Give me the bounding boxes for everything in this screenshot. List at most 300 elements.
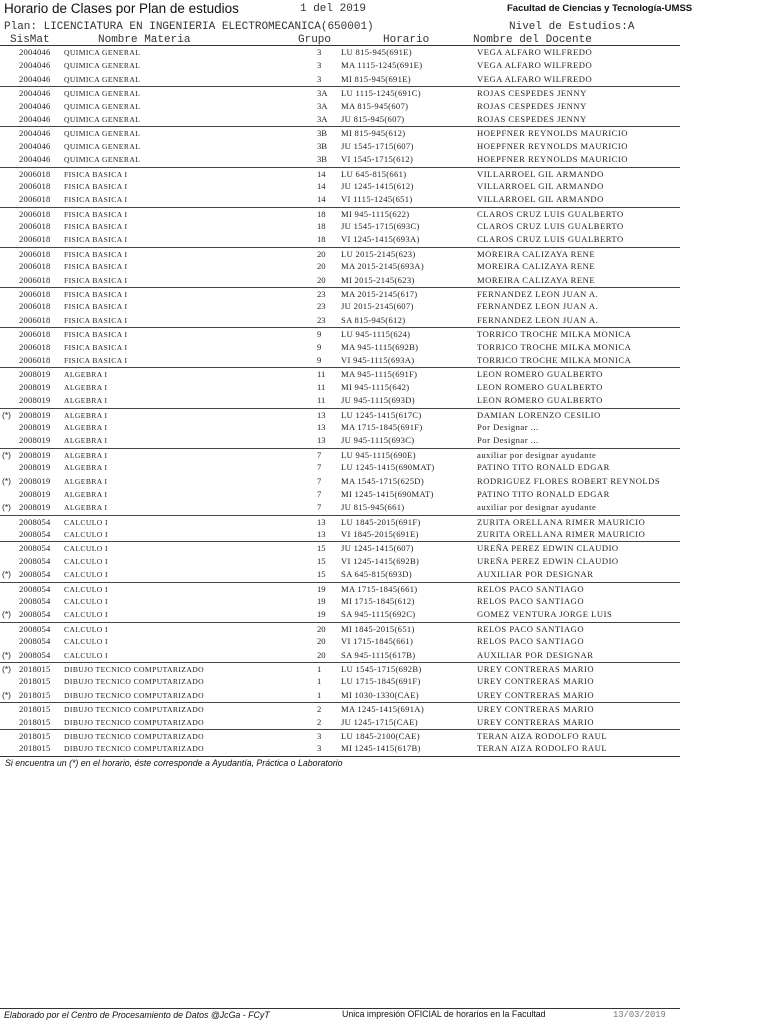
row-docente: ZURITA ORELLANA RIMER MAURICIO — [477, 529, 646, 540]
table-row — [0, 140, 680, 153]
row-materia: FISICA BASICA I — [64, 235, 128, 245]
row-materia: QUIMICA GENERAL — [64, 129, 141, 139]
table-row — [0, 434, 680, 447]
row-docente: TORRICO TROCHE MILKA MONICA — [477, 329, 632, 340]
row-materia: DIBUJO TECNICO COMPUTARIZADO — [64, 744, 204, 754]
row-materia: FISICA BASICA I — [64, 262, 128, 272]
row-horario: VI 1245-1415(693A) — [341, 234, 420, 245]
row-grupo: 14 — [317, 194, 326, 205]
row-sismat: 2006018 — [19, 234, 51, 245]
row-sismat: 2004046 — [19, 60, 51, 71]
row-horario: LU 1845-2100(CAE) — [341, 730, 420, 741]
row-sismat: 2008054 — [19, 583, 51, 594]
row-materia: DIBUJO TECNICO COMPUTARIZADO — [64, 690, 204, 700]
row-materia: QUIMICA GENERAL — [64, 141, 141, 151]
row-materia: FISICA BASICA I — [64, 249, 128, 259]
row-horario: MI 815-945(612) — [341, 128, 406, 139]
row-horario: LU 1715-1845(691F) — [341, 676, 421, 687]
row-grupo: 20 — [317, 248, 326, 259]
table-row — [0, 220, 680, 233]
row-sismat: 2008054 — [19, 529, 51, 540]
row-asterisk-mark: (*) — [2, 649, 11, 660]
row-materia: CALCULO I — [64, 517, 108, 527]
row-docente: TERAN AIZA RODOLFO RAUL — [477, 730, 608, 741]
row-materia: FISICA BASICA I — [64, 355, 128, 365]
row-materia: ALGEBRA I — [64, 436, 108, 446]
term-label: 1 del 2019 — [300, 3, 367, 15]
row-docente: FERNANDEZ LEON JUAN A. — [477, 289, 599, 300]
row-sismat: 2008054 — [19, 516, 51, 527]
table-row — [0, 153, 680, 166]
row-horario: MI 1245-1415(617B) — [341, 743, 421, 754]
row-sismat: 2008054 — [19, 543, 51, 554]
row-grupo: 7 — [317, 449, 322, 460]
row-docente: PATINO TITO RONALD EDGAR — [477, 488, 610, 499]
table-row — [0, 233, 680, 246]
table-row — [0, 300, 680, 313]
row-materia: QUIMICA GENERAL — [64, 89, 141, 99]
row-sismat: 2008019 — [19, 421, 51, 432]
table-row — [0, 649, 680, 662]
row-horario: SA 815-945(612) — [341, 314, 406, 325]
table-row — [0, 394, 680, 407]
row-docente: RODRIGUEZ FLORES ROBERT REYNOLDS — [477, 475, 661, 486]
row-horario: LU 2015-2145(623) — [341, 248, 416, 259]
row-sismat: 2018015 — [19, 676, 51, 687]
table-row — [0, 555, 680, 568]
row-sismat: 2004046 — [19, 47, 51, 57]
row-grupo: 20 — [317, 261, 326, 272]
row-grupo: 18 — [317, 208, 326, 219]
row-materia: ALGEBRA I — [64, 450, 108, 460]
table-row — [0, 327, 680, 340]
row-materia: FISICA BASICA I — [64, 169, 128, 179]
row-horario: VI 945-1115(693A) — [341, 354, 415, 365]
row-grupo: 3 — [317, 60, 322, 71]
row-docente: VEGA ALFARO WILFREDO — [477, 60, 593, 71]
row-grupo: 7 — [317, 488, 322, 499]
table-row — [0, 461, 680, 474]
row-materia: CALCULO I — [64, 624, 108, 634]
row-sismat: 2004046 — [19, 113, 51, 124]
row-grupo: 1 — [317, 663, 322, 674]
row-horario: MI 1030-1330(CAE) — [341, 689, 419, 700]
row-grupo: 23 — [317, 301, 326, 312]
row-asterisk-mark: (*) — [2, 475, 11, 486]
row-horario: LU 1245-1415(617C) — [341, 409, 422, 420]
row-docente: LEON ROMERO GUALBERTO — [477, 381, 603, 392]
row-sismat: 2008054 — [19, 649, 51, 660]
row-sismat: 2018015 — [19, 716, 51, 727]
row-grupo: 13 — [317, 529, 326, 540]
row-grupo: 20 — [317, 636, 326, 647]
table-row — [0, 528, 680, 541]
table-row — [0, 126, 680, 139]
row-materia: CALCULO I — [64, 570, 108, 580]
row-materia: ALGEBRA I — [64, 476, 108, 486]
row-grupo: 11 — [317, 381, 326, 392]
row-docente: FERNANDEZ LEON JUAN A. — [477, 314, 599, 325]
row-grupo: 3 — [317, 73, 322, 84]
row-grupo: 15 — [317, 543, 326, 554]
row-sismat: 2008054 — [19, 609, 51, 620]
row-sismat: 2018015 — [19, 730, 51, 741]
row-materia: FISICA BASICA I — [64, 275, 128, 285]
row-asterisk-mark: (*) — [2, 502, 11, 513]
row-materia: ALGEBRA I — [64, 370, 108, 380]
row-grupo: 23 — [317, 314, 326, 325]
table-row — [0, 488, 680, 501]
row-grupo: 3 — [317, 47, 322, 57]
plan-label: Plan: LICENCIATURA EN INGENIERIA ELECTROMECANICA(650001) — [4, 21, 374, 33]
schedule-table — [0, 46, 680, 756]
row-sismat: 2008054 — [19, 596, 51, 607]
row-asterisk-mark: (*) — [2, 569, 11, 580]
row-sismat: 2006018 — [19, 208, 51, 219]
row-sismat: 2008019 — [19, 409, 51, 420]
row-horario: LU 1845-2015(691F) — [341, 516, 421, 527]
table-row — [0, 729, 680, 742]
row-sismat: 2006018 — [19, 354, 51, 365]
row-grupo: 3A — [317, 100, 328, 111]
row-docente: TORRICO TROCHE MILKA MONICA — [477, 341, 632, 352]
row-sismat: 2018015 — [19, 704, 51, 715]
row-materia: FISICA BASICA I — [64, 222, 128, 232]
row-docente: UREY CONTRERAS MARIO — [477, 689, 595, 700]
row-materia: FISICA BASICA I — [64, 209, 128, 219]
row-sismat: 2004046 — [19, 154, 51, 165]
col-docente: Nombre del Docente — [473, 34, 592, 46]
row-grupo: 2 — [317, 704, 322, 715]
table-row — [0, 742, 680, 755]
row-docente: VILLARROEL GIL ARMANDO — [477, 180, 604, 191]
row-docente: auxiliar por designar ayudante — [477, 502, 597, 513]
row-asterisk-mark: (*) — [2, 449, 11, 460]
row-horario: SA 945-1115(617B) — [341, 649, 416, 660]
row-docente: UREY CONTRERAS MARIO — [477, 663, 595, 674]
row-horario: LU 945-1115(690E) — [341, 449, 416, 460]
row-docente: VEGA ALFARO WILFREDO — [477, 47, 593, 57]
row-docente: VILLARROEL GIL ARMANDO — [477, 168, 604, 179]
row-materia: DIBUJO TECNICO COMPUTARIZADO — [64, 677, 204, 687]
row-horario: MA 2015-2145(693A) — [341, 261, 424, 272]
row-horario: JU 1245-1715(CAE) — [341, 716, 418, 727]
row-sismat: 2006018 — [19, 261, 51, 272]
row-grupo: 3 — [317, 730, 322, 741]
row-materia: FISICA BASICA I — [64, 181, 128, 191]
row-grupo: 3B — [317, 140, 328, 151]
table-row — [0, 475, 680, 488]
row-grupo: 19 — [317, 583, 326, 594]
table-row — [0, 541, 680, 554]
row-materia: ALGEBRA I — [64, 396, 108, 406]
row-grupo: 14 — [317, 168, 326, 179]
row-horario: JU 2015-2145(607) — [341, 301, 414, 312]
row-docente: CLAROS CRUZ LUIS GUALBERTO — [477, 221, 624, 232]
row-horario: MA 1245-1415(691A) — [341, 704, 424, 715]
table-row — [0, 595, 680, 608]
row-horario: MA 1115-1245(691E) — [341, 60, 423, 71]
row-docente: UREY CONTRERAS MARIO — [477, 676, 595, 687]
row-grupo: 3B — [317, 128, 328, 139]
row-grupo: 9 — [317, 341, 322, 352]
table-row — [0, 193, 680, 206]
row-grupo: 15 — [317, 555, 326, 566]
table-row — [0, 515, 680, 528]
row-sismat: 2004046 — [19, 88, 51, 99]
row-materia: FISICA BASICA I — [64, 290, 128, 300]
row-materia: QUIMICA GENERAL — [64, 114, 141, 124]
row-materia: CALCULO I — [64, 544, 108, 554]
row-materia: QUIMICA GENERAL — [64, 101, 141, 111]
row-materia: ALGEBRA I — [64, 410, 108, 420]
row-docente: GOMEZ VENTURA JORGE LUIS — [477, 609, 613, 620]
row-materia: FISICA BASICA I — [64, 315, 128, 325]
row-sismat: 2008019 — [19, 395, 51, 406]
row-materia: ALGEBRA I — [64, 422, 108, 432]
row-horario: VI 1545-1715(612) — [341, 154, 414, 165]
row-horario: MI 1845-2015(651) — [341, 623, 415, 634]
row-sismat: 2018015 — [19, 663, 51, 674]
table-row — [0, 86, 680, 99]
row-sismat: 2006018 — [19, 221, 51, 232]
table-row — [0, 662, 680, 675]
footer-official: Unica impresión OFICIAL de horarios en la Facultad — [342, 1009, 546, 1019]
row-sismat: 2008054 — [19, 623, 51, 634]
row-materia: ALGEBRA I — [64, 489, 108, 499]
row-horario: JU 815-945(661) — [341, 502, 405, 513]
row-materia: ALGEBRA I — [64, 382, 108, 392]
row-horario: VI 1245-1415(692B) — [341, 555, 420, 566]
row-docente: PATINO TITO RONALD EDGAR — [477, 462, 610, 473]
row-horario: MA 815-945(607) — [341, 100, 409, 111]
row-docente: MOREIRA CALIZAYA RENE — [477, 274, 596, 285]
row-horario: MA 1715-1845(691F) — [341, 421, 423, 432]
row-horario: VI 1715-1845(661) — [341, 636, 414, 647]
row-sismat: 2004046 — [19, 100, 51, 111]
row-docente: MOREIRA CALIZAYA RENE — [477, 261, 596, 272]
row-docente: TERAN AIZA RODOLFO RAUL — [477, 743, 608, 754]
table-row — [0, 46, 680, 59]
row-sismat: 2008054 — [19, 569, 51, 580]
table-row — [0, 314, 680, 327]
table-row — [0, 100, 680, 113]
row-grupo: 20 — [317, 623, 326, 634]
row-docente: VEGA ALFARO WILFREDO — [477, 73, 593, 84]
row-sismat: 2006018 — [19, 341, 51, 352]
col-grupo: Grupo — [298, 34, 332, 46]
table-row — [0, 287, 680, 300]
level-label: Nivel de Estudios:A — [509, 21, 635, 33]
table-row — [0, 408, 680, 421]
row-grupo: 11 — [317, 369, 326, 380]
row-sismat: 2006018 — [19, 194, 51, 205]
col-sismat: SisMat — [10, 34, 50, 46]
table-row — [0, 716, 680, 729]
table-row — [0, 381, 680, 394]
row-horario: JU 1245-1415(607) — [341, 543, 414, 554]
row-sismat: 2006018 — [19, 301, 51, 312]
row-docente: TORRICO TROCHE MILKA MONICA — [477, 354, 632, 365]
row-docente: RELOS PACO SANTIAGO — [477, 623, 585, 634]
table-row — [0, 582, 680, 595]
row-grupo: 19 — [317, 609, 326, 620]
table-row — [0, 341, 680, 354]
row-horario: JU 815-945(607) — [341, 113, 405, 124]
row-docente: ZURITA ORELLANA RIMER MAURICIO — [477, 516, 646, 527]
row-grupo: 15 — [317, 569, 326, 580]
row-materia: QUIMICA GENERAL — [64, 61, 141, 71]
row-grupo: 18 — [317, 234, 326, 245]
row-sismat: 2006018 — [19, 168, 51, 179]
row-docente: Por Designar ... — [477, 421, 539, 432]
row-sismat: 2006018 — [19, 180, 51, 191]
table-row — [0, 568, 680, 581]
row-materia: FISICA BASICA I — [64, 302, 128, 312]
row-grupo: 23 — [317, 289, 326, 300]
table-row — [0, 207, 680, 220]
row-grupo: 20 — [317, 649, 326, 660]
faculty-name: Facultad de Ciencias y Tecnología-UMSS — [507, 3, 693, 14]
row-grupo: 2 — [317, 716, 322, 727]
row-grupo: 13 — [317, 516, 326, 527]
row-docente: MOREIRA CALIZAYA RENE — [477, 248, 596, 259]
report-title: Horario de Clases por Plan de estudios — [4, 1, 239, 16]
table-row — [0, 608, 680, 621]
row-horario: LU 945-1115(624) — [341, 329, 411, 340]
table-row — [0, 702, 680, 715]
row-docente: HOEPFNER REYNOLDS MAURICIO — [477, 128, 628, 139]
row-materia: CALCULO I — [64, 597, 108, 607]
footer-credit: Elaborado por el Centro de Procesamiento de Datos @JcGa - FCyT — [4, 1010, 270, 1020]
row-docente: RELOS PACO SANTIAGO — [477, 596, 585, 607]
row-docente: UREY CONTRERAS MARIO — [477, 716, 595, 727]
row-horario: JU 1545-1715(607) — [341, 140, 414, 151]
row-docente: RELOS PACO SANTIAGO — [477, 636, 585, 647]
row-horario: JU 1245-1415(612) — [341, 180, 414, 191]
table-row — [0, 622, 680, 635]
table-row — [0, 421, 680, 434]
row-horario: LU 1545-1715(692B) — [341, 663, 422, 674]
row-materia: DIBUJO TECNICO COMPUTARIZADO — [64, 705, 204, 715]
row-materia: QUIMICA GENERAL — [64, 155, 141, 165]
row-horario: SA 645-815(693D) — [341, 569, 412, 580]
row-horario: LU 645-815(661) — [341, 168, 407, 179]
row-sismat: 2006018 — [19, 248, 51, 259]
row-sismat: 2008019 — [19, 462, 51, 473]
table-row — [0, 689, 680, 702]
row-asterisk-mark: (*) — [2, 689, 11, 700]
row-materia: ALGEBRA I — [64, 463, 108, 473]
row-grupo: 3A — [317, 88, 328, 99]
row-grupo: 14 — [317, 180, 326, 191]
row-sismat: 2004046 — [19, 128, 51, 139]
footer-rule — [0, 1008, 680, 1009]
row-docente: AUXILIAR POR DESIGNAR — [477, 569, 594, 580]
row-horario: MA 1545-1715(625D) — [341, 475, 424, 486]
row-sismat: 2004046 — [19, 73, 51, 84]
row-materia: DIBUJO TECNICO COMPUTARIZADO — [64, 664, 204, 674]
table-row — [0, 59, 680, 72]
row-grupo: 9 — [317, 329, 322, 340]
row-docente: Por Designar ... — [477, 435, 539, 446]
row-materia: CALCULO I — [64, 556, 108, 566]
table-row — [0, 675, 680, 688]
row-docente: DAMIAN LORENZO CESILIO — [477, 409, 601, 420]
row-docente: CLAROS CRUZ LUIS GUALBERTO — [477, 208, 624, 219]
asterisk-note: Si encuentra un (*) en el horario, éste corresponde a Ayudantía, Práctica o Laboratorio — [5, 758, 343, 768]
row-docente: AUXILIAR POR DESIGNAR — [477, 649, 594, 660]
row-grupo: 11 — [317, 395, 326, 406]
row-grupo: 13 — [317, 435, 326, 446]
row-materia: CALCULO I — [64, 610, 108, 620]
row-horario: VI 1115-1245(651) — [341, 194, 413, 205]
row-grupo: 3 — [317, 743, 322, 754]
row-materia: DIBUJO TECNICO COMPUTARIZADO — [64, 731, 204, 741]
row-sismat: 2008019 — [19, 435, 51, 446]
row-docente: UREÑA PEREZ EDWIN CLAUDIO — [477, 543, 619, 554]
row-grupo: 3B — [317, 154, 328, 165]
table-row — [0, 274, 680, 287]
row-docente: ROJAS CESPEDES JENNY — [477, 88, 587, 99]
row-docente: UREÑA PEREZ EDWIN CLAUDIO — [477, 555, 619, 566]
table-row — [0, 367, 680, 380]
row-grupo: 13 — [317, 409, 326, 420]
table-row — [0, 635, 680, 648]
row-grupo: 20 — [317, 274, 326, 285]
row-horario: MI 815-945(691E) — [341, 73, 411, 84]
table-row — [0, 113, 680, 126]
row-docente: RELOS PACO SANTIAGO — [477, 583, 585, 594]
col-horario: Horario — [383, 34, 430, 46]
row-docente: ROJAS CESPEDES JENNY — [477, 100, 587, 111]
row-materia: CALCULO I — [64, 650, 108, 660]
row-sismat: 2004046 — [19, 140, 51, 151]
row-horario: LU 815-945(691E) — [341, 47, 412, 57]
row-materia: FISICA BASICA I — [64, 330, 128, 340]
col-materia: Nombre Materia — [98, 34, 191, 46]
row-sismat: 2006018 — [19, 329, 51, 340]
row-sismat: 2008019 — [19, 475, 51, 486]
row-sismat: 2006018 — [19, 314, 51, 325]
row-sismat: 2006018 — [19, 274, 51, 285]
row-docente: LEON ROMERO GUALBERTO — [477, 395, 603, 406]
row-materia: CALCULO I — [64, 530, 108, 540]
row-sismat: 2008019 — [19, 381, 51, 392]
row-sismat: 2008019 — [19, 449, 51, 460]
row-materia: FISICA BASICA I — [64, 195, 128, 205]
row-grupo: 7 — [317, 502, 322, 513]
row-grupo: 19 — [317, 596, 326, 607]
row-horario: JU 945-1115(693D) — [341, 395, 415, 406]
row-asterisk-mark: (*) — [2, 609, 11, 620]
row-asterisk-mark: (*) — [2, 409, 11, 420]
row-docente: HOEPFNER REYNOLDS MAURICIO — [477, 154, 628, 165]
row-docente: VILLARROEL GIL ARMANDO — [477, 194, 604, 205]
row-horario: JU 1545-1715(693C) — [341, 221, 420, 232]
table-row — [0, 260, 680, 273]
row-materia: DIBUJO TECNICO COMPUTARIZADO — [64, 717, 204, 727]
row-horario: JU 945-1115(693C) — [341, 435, 415, 446]
table-row — [0, 167, 680, 180]
row-grupo: 1 — [317, 689, 322, 700]
row-sismat: 2008054 — [19, 636, 51, 647]
row-grupo: 7 — [317, 475, 322, 486]
row-materia: ALGEBRA I — [64, 503, 108, 513]
row-horario: LU 1245-1415(690MAT) — [341, 462, 435, 473]
table-row — [0, 448, 680, 461]
row-horario: MI 1715-1845(612) — [341, 596, 415, 607]
